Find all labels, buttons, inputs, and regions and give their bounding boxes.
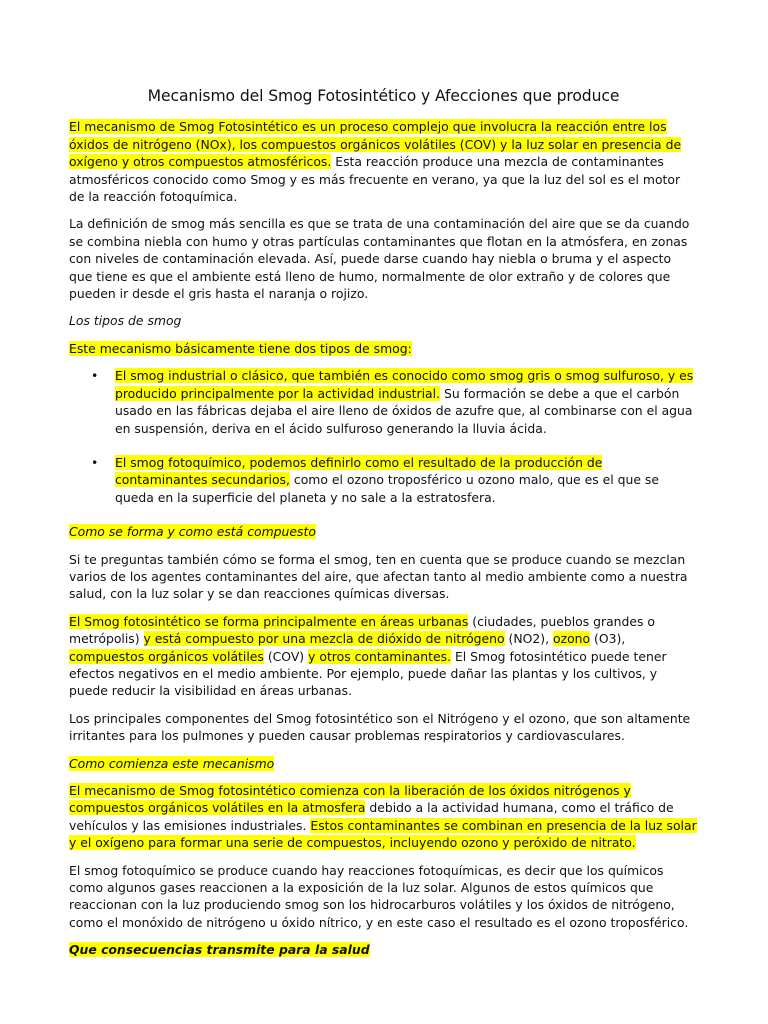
- body-text: (COV): [263, 648, 309, 664]
- highlight-text: El mecanismo de Smog Fotosintético es un proceso complejo que involucra la reacción entre los óxidos de nitrógeno (NOx), los compuestos orgánicos volátiles (COV) y la luz solar en presencia de oxígeno y otros compuestos atmosféricos.: [69, 119, 682, 170]
- highlight-text: El smog industrial o clásico, que también es conocido como smog gris o smog sulfuroso, y es producido principalmente por la actividad industrial.: [115, 368, 694, 401]
- highlight-text: Que consecuencias transmite para la salud: [69, 942, 370, 958]
- paragraph-mezcla: Si te preguntas también cómo se forma el smog, ten en cuenta que se produce cuando se mezclan varios de los agentes contaminantes del aire, que afectan tanto al medio ambiente como a nuestra salud, con la luz solar y se dan reacciones químicas diversas.: [69, 551, 688, 602]
- paragraph-composicion: [69, 613, 698, 700]
- highlight-text: ozono: [552, 631, 591, 647]
- highlight-text: Como se forma y como está compuesto: [69, 524, 316, 540]
- highlight-text: y está compuesto por una mezcla de dióxido de nitrógeno: [143, 631, 505, 647]
- body-text: (NO2),: [504, 631, 553, 647]
- highlight-text: y otros contaminantes.: [308, 648, 451, 664]
- bullet-icon: •: [91, 454, 99, 470]
- smog-types-list: [69, 367, 698, 506]
- bullet-icon: •: [91, 368, 99, 384]
- highlight-text: compuestos orgánicos volátiles: [69, 648, 264, 664]
- list-item: [91, 454, 698, 506]
- body-text: como el ozono troposférico u ozono malo, que es el que se queda en la superficie del planeta y no sale a la estratosfera.: [115, 472, 659, 505]
- highlight-text: Estos contaminantes se combinan en presencia de la luz solar y el oxígeno para formar una serie de compuestos, incluyendo ozono y peróxido de nitrato.: [69, 817, 697, 851]
- body-text: (ciudades, pueblos grandes o metrópolis): [69, 613, 655, 647]
- body-text: El Smog fotosintético puede tener efectos negativos en el medio ambiente. Por ejemplo, puede dañar las plantas y los cultivos, y puede reducir la visibilidad en áreas urbanas.: [69, 648, 667, 699]
- subheading-tipos: Los tipos de smog: [69, 313, 182, 329]
- paragraph-inicio: [69, 782, 698, 852]
- body-text: Esta reacción produce una mezcla de contaminantes atmosféricos conocido como Smog y es más frecuente en verano, ya que la luz del sol es el motor de la reacción fotoquímica.: [69, 154, 681, 205]
- body-text: debido a la actividad humana, como el tráfico de vehículos y las emisiones industriales.: [69, 800, 674, 833]
- subheading-comienza: [69, 755, 698, 772]
- highlight-text: El Smog fotosintético se forma principalmente en áreas urbanas: [69, 613, 469, 629]
- highlight-text: El mecanismo de Smog fotosintético comienza con la liberación de los óxidos nitrógenos y compuestos orgánicos volátiles en la atmosfera: [69, 783, 631, 816]
- body-text: Su formación se debe a que el carbón usado en las fábricas dejaba el aire lleno de óxidos de azufre que, al combinarse con el agua en suspensión, deriva en el ácido sulfuroso generando la lluvia ácida.: [115, 385, 693, 436]
- paragraph-fotoquimico: El smog fotoquímico se produce cuando hay reacciones fotoquímicas, es decir que los químicos como algunos gases reaccionen a la exposición de la luz solar. Algunos de estos químicos que reaccionan con la luz produciendo smog son los hidrocarburos volátiles y los óxidos de nitrógeno, como el monóxido de nitrógeno u óxido nítrico, y en este caso el resultado es el ozono troposférico.: [69, 862, 689, 930]
- paragraph-intro: [69, 118, 698, 205]
- paragraph-definition: La definición de smog más sencilla es que se trata de una contaminación del aire que se da cuando se combina niebla con humo y otras partículas contaminantes que flotan en la atmósfera, en zonas con niveles de contaminación elevada. Así, puede darse cuando hay niebla o bruma y el aspecto que tiene es que el ambiente está lleno de humo, normalmente de olor extraño y de colores que pueden ir desde el gris hasta el naranja o rojizo.: [69, 216, 690, 302]
- highlight-text: El smog fotoquímico, podemos definirlo como el resultado de la producción de contaminantes secundarios,: [115, 454, 603, 488]
- highlight-text: Como comienza este mecanismo: [69, 755, 275, 771]
- paragraph-componentes: Los principales componentes del Smog fotosintético son el Nitrógeno y el ozono, que son altamente irritantes para los pulmones y pueden causar problemas respiratorios y cardiovasculares.: [69, 710, 691, 744]
- subheading-consecuencias: [69, 941, 698, 958]
- subheading-forma: [69, 523, 698, 540]
- list-item: [91, 367, 698, 437]
- body-text: (O3),: [590, 631, 626, 647]
- highlight-text: Este mecanismo básicamente tiene dos tipos de smog:: [69, 340, 412, 356]
- paragraph-tipos-intro: [69, 340, 698, 357]
- page-title: Mecanismo del Smog Fotosintético y Afecciones que produce: [147, 87, 620, 105]
